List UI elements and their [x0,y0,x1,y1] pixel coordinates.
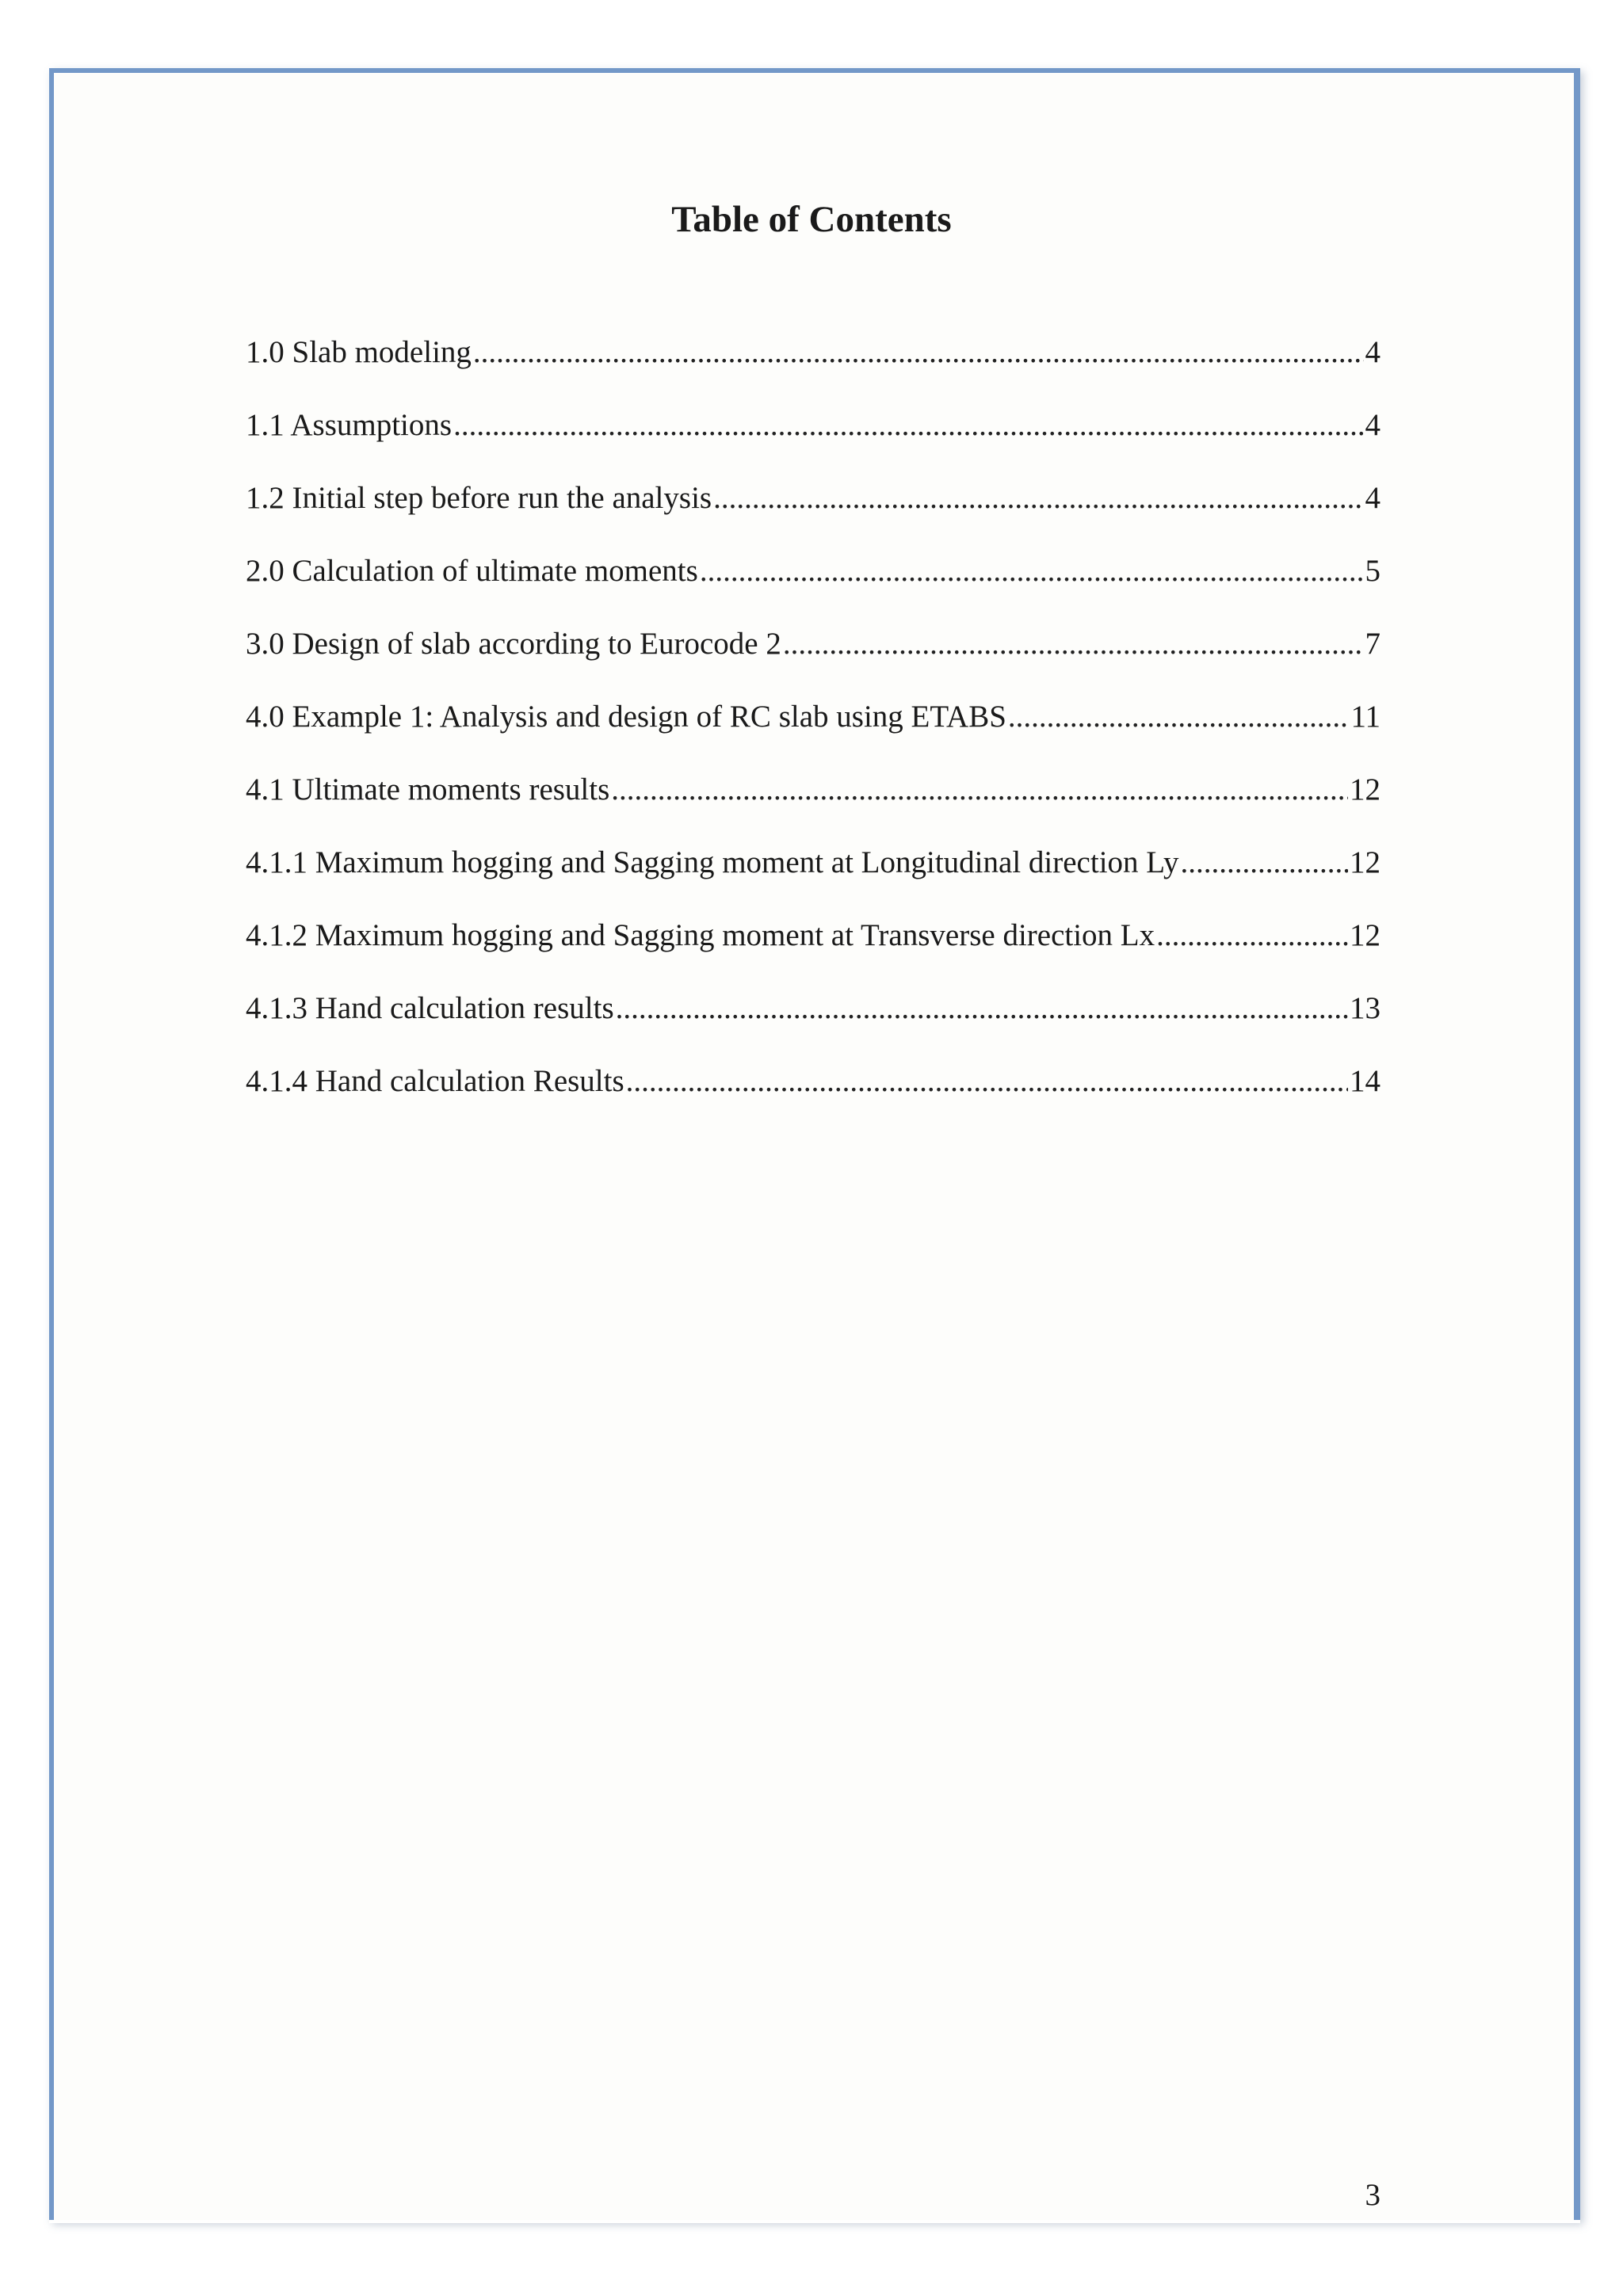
toc-dot-leader [611,765,1348,814]
toc-entry-label: 4.0 Example 1: Analysis and design of RC slab using ETABS [246,700,1006,734]
toc-dot-leader [626,1057,1348,1106]
toc-entry-page: 11 [1350,700,1381,734]
toc-entry-label: 1.1 Assumptions [246,408,453,442]
toc-dot-leader [616,984,1348,1033]
toc-dot-leader [453,401,1363,450]
toc-entry-label: 2.0 Calculation of ultimate moments [246,554,698,588]
toc-entry[interactable] [246,547,1381,620]
toc-entry[interactable] [246,1057,1381,1130]
page-title: Table of Contents [671,199,952,240]
toc-dot-leader [1180,838,1348,887]
toc-entry-page: 4 [1365,408,1381,442]
toc-entry[interactable] [246,984,1381,1057]
toc-entry-page: 12 [1350,918,1381,952]
toc-entry-page: 12 [1350,772,1381,807]
toc-entry[interactable] [246,911,1381,984]
toc-dot-leader [1156,911,1348,960]
toc-entry-label: 4.1.1 Maximum hogging and Sagging moment at Longitudinal direction Ly [246,845,1179,879]
toc-entry-label: 1.0 Slab modeling [246,335,472,369]
toc-entry[interactable] [246,474,1381,547]
toc-entry-page: 12 [1350,845,1381,879]
page-number: 3 [1365,2178,1381,2209]
toc-entry-label: 3.0 Design of slab according to Eurocode 2 [246,627,781,661]
toc-entry-label: 1.2 Initial step before run the analysis [246,481,712,515]
toc-entry-page: 13 [1350,991,1381,1025]
toc-dot-leader [1008,692,1350,742]
toc-entry[interactable] [246,692,1381,765]
toc-list [246,328,1381,1130]
toc-entry[interactable] [246,765,1381,838]
toc-entry-label: 4.1.4 Hand calculation Results [246,1064,624,1098]
toc-entry-page: 7 [1365,627,1381,661]
toc-dot-leader [783,620,1364,669]
toc-entry[interactable] [246,620,1381,692]
toc-entry-page: 5 [1365,554,1381,588]
toc-dot-leader [700,547,1364,596]
toc-entry-page: 14 [1350,1064,1381,1098]
toc-entry[interactable] [246,328,1381,401]
toc-dot-leader [473,328,1364,377]
toc-entry-label: 4.1 Ultimate moments results [246,772,610,807]
toc-entry[interactable] [246,401,1381,474]
toc-entry-page: 4 [1365,335,1381,369]
toc-entry-label: 4.1.2 Maximum hogging and Sagging moment at Transverse direction Lx [246,918,1155,952]
toc-entry-page: 4 [1365,481,1381,515]
toc-entry[interactable] [246,838,1381,911]
toc-entry-label: 4.1.3 Hand calculation results [246,991,614,1025]
toc-dot-leader [713,474,1363,523]
